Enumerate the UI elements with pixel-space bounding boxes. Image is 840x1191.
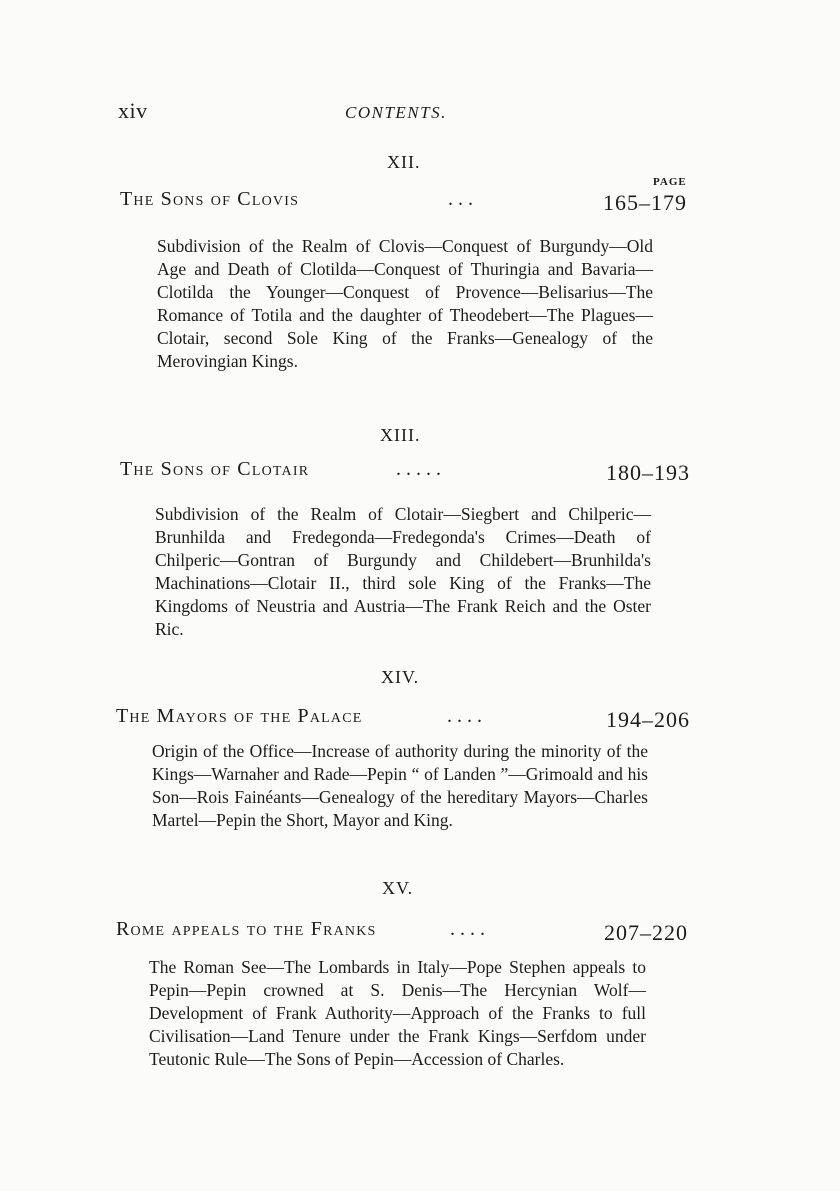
chapter-number-xiii: XIII. (380, 425, 421, 445)
dot-leaders-xiii: . . . . . (396, 458, 441, 480)
page-range-xiv: 194–206 (606, 707, 690, 732)
page-column-label: PAGE (653, 176, 687, 188)
section-title-xiii: The Sons of Clotair (120, 458, 310, 480)
page-range-xiii: 180–193 (606, 460, 690, 485)
dot-leaders-xii: . . . (448, 188, 473, 210)
section-title-xiv: The Mayors of the Palace (116, 705, 363, 727)
page-folio: xiv (118, 98, 148, 123)
dot-leaders-xv: . . . . (450, 918, 485, 940)
section-summary-xiii: Subdivision of the Realm of Clotair—Siegbert and Chilperic—Brunhilda and Fredegonda—Fredegonda's Crimes—Death of Chilperic—Gontran of Burgundy and Childebert—Brunhilda's Machinations—Clotair II., third sole King of the Franks—The Kingdoms of Neustria and Austria—The Frank Reich and the Oster Ric. (155, 504, 651, 639)
chapter-number-xii: XII. (387, 152, 421, 172)
page-range-xv: 207–220 (604, 920, 688, 945)
section-title-xv: Rome appeals to the Franks (116, 918, 377, 940)
chapter-number-xiv: XIV. (381, 667, 420, 687)
section-summary-xv: The Roman See—The Lombards in Italy—Pope Stephen appeals to Pepin—Pepin crowned at S. Denis—The Hercynian Wolf—Development of Frank Authority—Approach of the Franks to full Civilisation—Land Tenure under the Frank Kings—Serfdom under Teutonic Rule—The Sons of Pepin—Accession of Charles. (149, 957, 646, 1069)
running-title: CONTENTS. (345, 103, 447, 122)
dot-leaders-xiv: . . . . (447, 705, 482, 727)
section-summary-xiv: Origin of the Office—Increase of authority during the minority of the Kings—Warnaher and Rade—Pepin “ of Landen ”—Grimoald and his Son—Rois Fainéants—Genealogy of the hereditary Mayors—Charles Martel—Pepin the Short, Mayor and King. (152, 741, 648, 830)
page-range-xii: 165–179 (603, 190, 687, 215)
chapter-number-xv: XV. (382, 878, 414, 898)
section-summary-xii: Subdivision of the Realm of Clovis—Conquest of Burgundy—Old Age and Death of Clotilda—Conquest of Thuringia and Bavaria—Clotilda the Younger—Conquest of Provence—Belisarius—The Romance of Totila and the daughter of Theodebert—The Plagues—Clotair, second Sole King of the Franks—Genealogy of the Merovingian Kings. (157, 236, 653, 371)
section-title-xii: The Sons of Clovis (120, 188, 300, 210)
